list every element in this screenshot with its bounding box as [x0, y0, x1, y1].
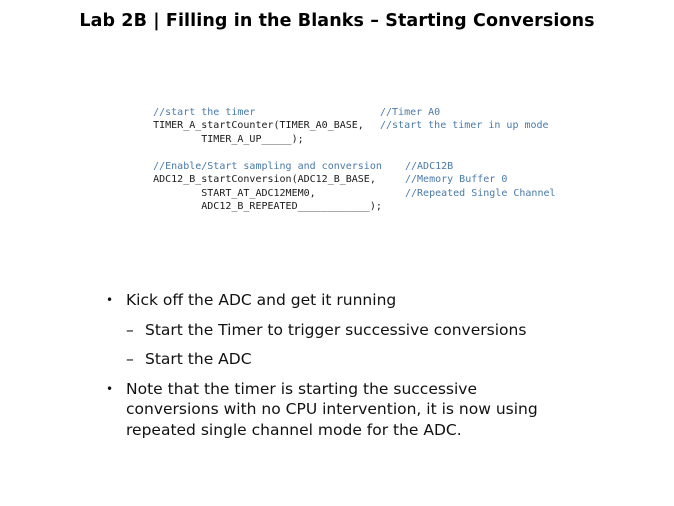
bullet-item	[106, 379, 556, 441]
sub-bullet-text: Start the Timer to trigger successive conversions	[145, 320, 527, 339]
sub-bullet-text: Start the ADC	[145, 349, 252, 368]
code-text: ADC12_B_REPEATED____________);	[153, 201, 382, 212]
code-comment: //ADC12B	[405, 160, 454, 172]
code-line	[129, 92, 382, 118]
sub-bullet-item	[106, 349, 606, 369]
code-line	[129, 160, 454, 185]
code-comment: //Enable/Start sampling and conversion	[153, 160, 382, 172]
bullet-item	[106, 290, 606, 311]
bullet-marker: •	[106, 293, 114, 307]
code-text: START_AT_ADC12MEM0,	[153, 187, 316, 199]
code-text: TIMER_A_startCounter(TIMER_A0_BASE,	[153, 120, 364, 131]
code-text: ADC12_B_startConversion(ADC12_B_BASE,	[153, 174, 376, 185]
slide-title: Lab 2B | Filling in the Blanks – Starting Conversions	[79, 11, 595, 31]
code-line	[129, 119, 549, 145]
bullet-marker: •	[106, 381, 114, 396]
code-comment: //Timer A0	[380, 106, 441, 118]
code-snippet	[129, 92, 556, 212]
bullet-text: Note that the timer is starting the successive conversions with no CPU intervention, it is now using repeated single channel mode for the ADC.	[126, 379, 538, 439]
code-text: TIMER_A_UP_____);	[153, 133, 304, 145]
code-comment: //Memory Buffer 0	[405, 174, 508, 185]
bullet-list	[106, 290, 606, 440]
code-comment: //start the timer	[153, 106, 256, 118]
bullet-text: Kick off the ADC and get it running	[126, 291, 397, 309]
dash-marker: –	[126, 320, 134, 339]
code-comment: //Repeated Single Channel	[405, 187, 556, 199]
code-line	[129, 187, 556, 212]
code-comment: //start the timer in up mode	[380, 120, 549, 131]
sub-bullet-item	[106, 320, 606, 340]
code-line	[129, 106, 441, 131]
code-line	[129, 146, 382, 172]
dash-marker: –	[126, 349, 134, 368]
